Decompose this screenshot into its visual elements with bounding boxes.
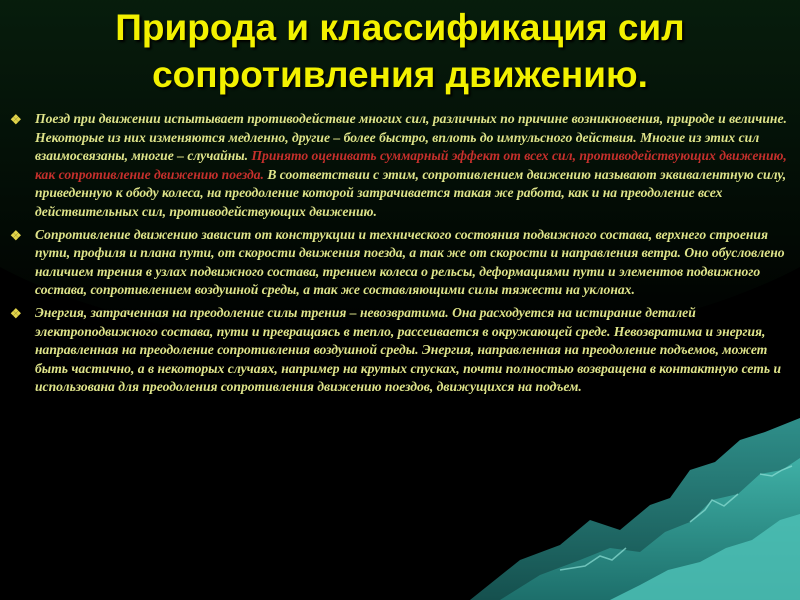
slide-body — [8, 110, 788, 401]
diamond-bullet-icon: ❖ — [10, 112, 22, 127]
paragraph-1-text-end: В соответствии с этим, сопротивлением движению называют эквивалентную силу, приведенную к ободу колеса, на преодоление которой затрачивается такая же работа, как и на преодоление всех действительных сил, противодействующих движению. — [35, 166, 787, 219]
paragraph-3-text: Энергия, затраченная на преодоление силы трения – невозвратима. Она расходуется на истирание деталей электроподвижного состава, пути и превращаясь в тепло, рассеивается в окружающей среде. Невозвратима и энергия, направленная на преодоление сопротивления воздушной среды. Энергия, направленная на преодоление подъемов, может быть частично, а в некоторых случаях, например на крутых спусках, почти полностью возвращена в контактную сеть и использована для преодоления сопротивления движению поездов, движущихся на подъем. — [35, 304, 782, 395]
paragraph-1 — [8, 110, 788, 222]
diamond-bullet-icon: ❖ — [10, 227, 22, 243]
diamond-bullet-icon: ❖ — [10, 305, 22, 321]
slide-title: Природа и классификация сил сопротивления движению. — [115, 7, 685, 95]
paragraph-3 — [8, 304, 788, 397]
paragraph-1-text: Поезд при движении испытывает противодействие многих сил, различных по причине возникновения, природе и величине. Некоторые из них изменяются медленно, другие – более быстро, вплоть до импульсного действия. Многие из этих сил взаимосвязаны, многие – случайны. — [35, 111, 787, 164]
paragraph-1-highlight: Принято оценивать суммарный эффект от всех сил, противодействующих движению, как сопротивление движению поезда. — [35, 148, 787, 182]
paragraph-2 — [8, 226, 788, 300]
paragraph-2-text: Сопротивление движению зависит от конструкции и технического состояния подвижного состава, верхнего строения пути, профиля и плана пути, от скорости движения поезда, а так же от скорости и направления ветра. Оно обусловлено наличием трения в узлах подвижного состава, трением колеса о рельсы, деформациями пути и элементов подвижного состава, сопротивлением воздушной среды, а так же составляющими силы тяжести на уклонах. — [35, 226, 785, 298]
